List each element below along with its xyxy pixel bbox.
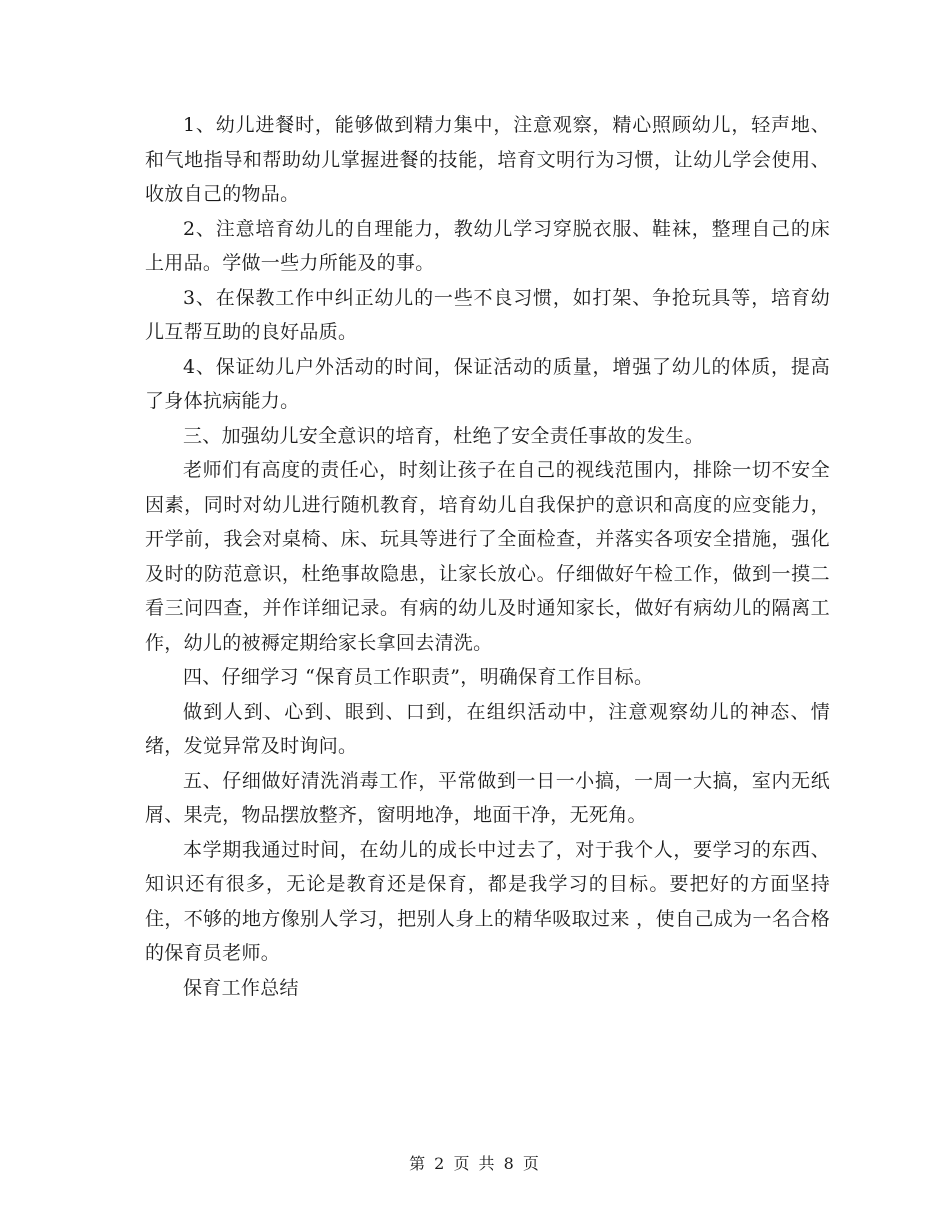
section-heading-5: 五、仔细做好清洗消毒工作，平常做到一日一小搞，一周一大搞，室内无纸屑、果壳，物品摆放整齐，窗明地净，地面干净，无死角。 xyxy=(145,769,830,826)
document-title-next: 保育工作总结 xyxy=(183,976,299,999)
document-body xyxy=(145,108,830,1005)
paragraph-2: 2、注意培育幼儿的自理能力，教幼儿学习穿脱衣服、鞋袜，整理自己的床上用品。学做一些力所能及的事。 xyxy=(145,217,830,274)
paragraph-safety: 老师们有高度的责任心，时刻让孩子在自己的视线范围内，排除一切不安全因素，同时对幼儿进行随机教育，培育幼儿自我保护的意识和高度的应变能力，开学前，我会对桌椅、床、玩具等进行了全面检查，并落实各项安全措施，强化及时的防范意识，杜绝事故隐患，让家长放心。仔细做好午检工作，做到一摸二看三问四查，并作详细记录。有病的幼儿及时通知家长，做好有病幼儿的隔离工作，幼儿的被褥定期给家长拿回去清洗。 xyxy=(145,459,830,654)
section-heading-4: 四、仔细学习 “保育员工作职责”，明确保育工作目标。 xyxy=(183,666,654,688)
page-number-footer: 第 2 页 共 8 页 xyxy=(409,1154,541,1173)
section-heading-3: 三、加强幼儿安全意识的培育，杜绝了安全责任事故的发生。 xyxy=(183,424,705,447)
paragraph-conclusion: 本学期我通过时间，在幼儿的成长中过去了，对于我个人，要学习的东西、知识还有很多，无论是教育还是保育，都是我学习的目标。要把好的方面坚持住，不够的地方像别人学习，把别人身上的精华吸取过来 ，使自己成为一名合格的保育员老师。 xyxy=(145,838,830,964)
paragraph-duties: 做到人到、心到、眼到、口到，在组织活动中，注意观察幼儿的神态、情绪，发觉异常及时询问。 xyxy=(145,700,830,757)
paragraph-1: 1、幼儿进餐时，能够做到精力集中，注意观察，精心照顾幼儿，轻声地、和气地指导和帮助幼儿掌握进餐的技能，培育文明行为习惯，让幼儿学会使用、收放自己的物品。 xyxy=(145,114,830,205)
paragraph-3: 3、在保教工作中纠正幼儿的一些不良习惯，如打架、争抢玩具等，培育幼儿互帮互助的良好品质。 xyxy=(145,286,830,343)
paragraph-4: 4、保证幼儿户外活动的时间，保证活动的质量，增强了幼儿的体质，提高了身体抗病能力。 xyxy=(145,355,830,412)
